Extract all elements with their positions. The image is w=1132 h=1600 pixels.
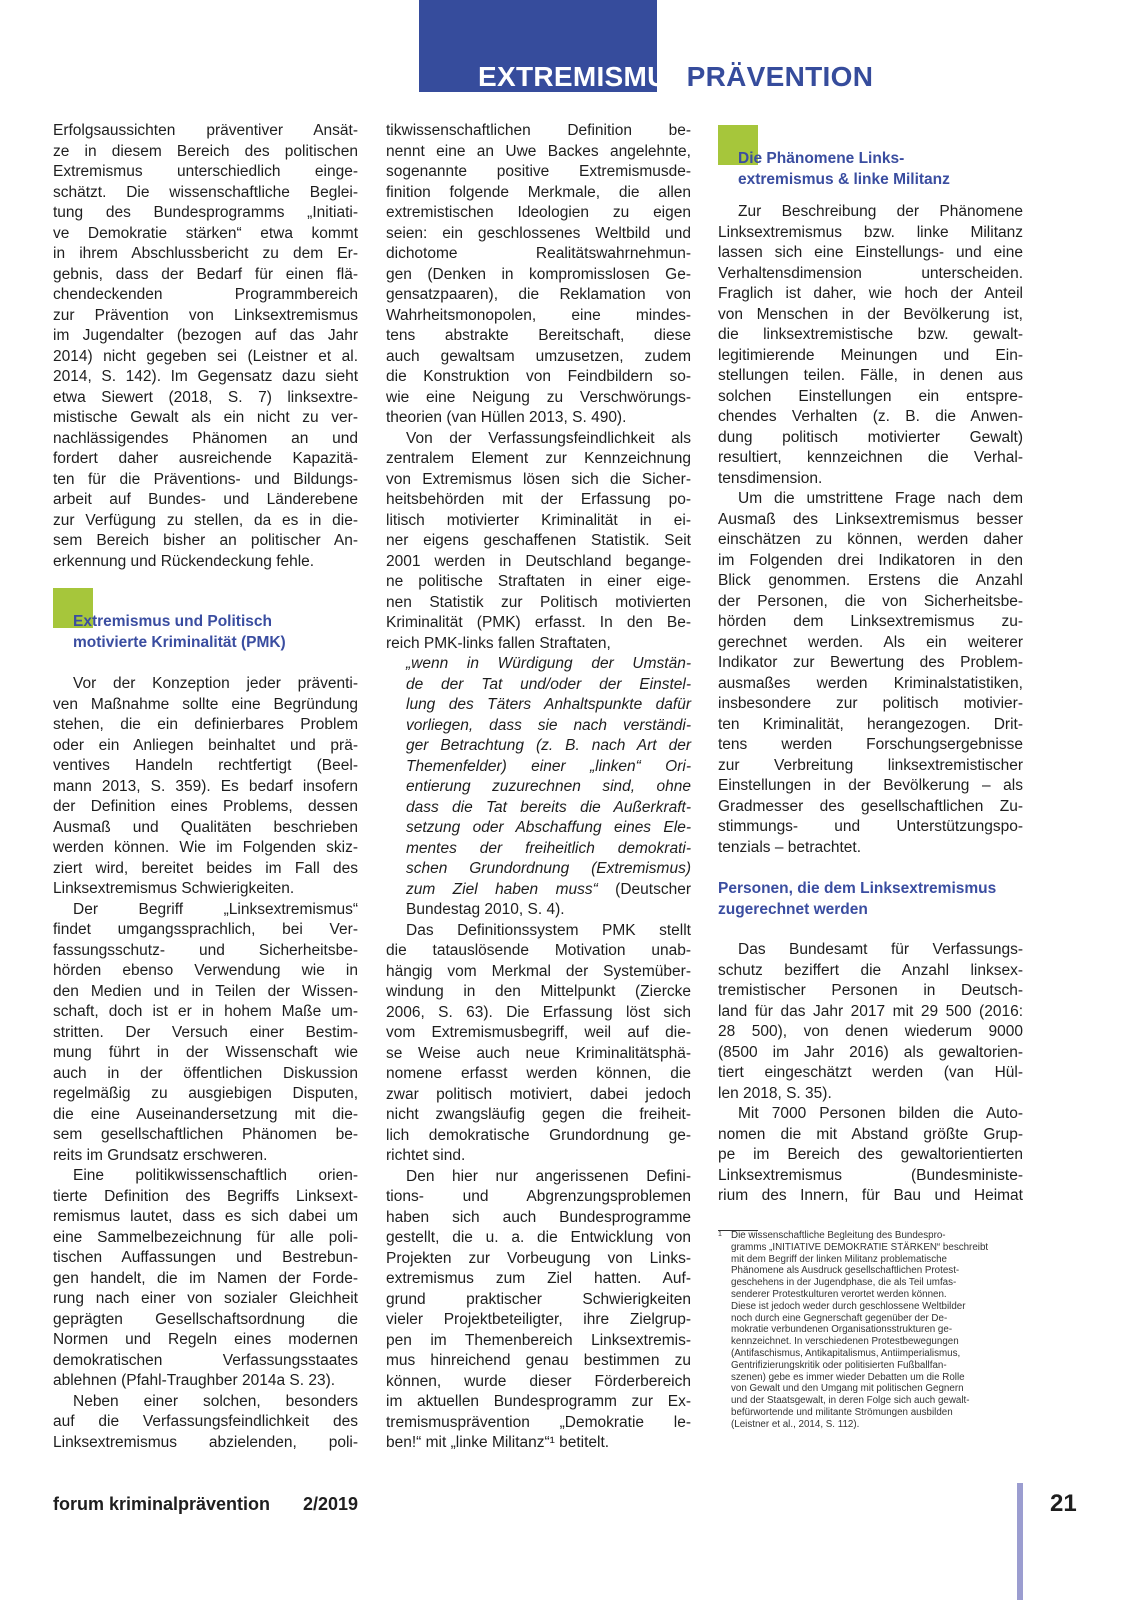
section-heading	[718, 878, 996, 920]
text-line: Einstellungen in der Bevölkerung – als	[718, 777, 1023, 794]
block-quote	[386, 654, 691, 921]
text-line: pe im Bereich des gewaltorientierten	[718, 1146, 1023, 1163]
footnote-line: mokratie verbundenen Organisationsstrukturen ge-	[731, 1324, 953, 1336]
footnote-line: und der Staatsgewalt, in deren Folge sich auch gewalt-	[731, 1395, 970, 1407]
paragraph	[718, 1104, 1023, 1207]
text-line: gensatzpaaren), die Reklamation von	[386, 286, 691, 303]
text-line: Zur Beschreibung der Phänomene	[738, 203, 1023, 220]
text-line: lich demokratische Grundordnung ge-	[386, 1126, 691, 1144]
footnote-line: szenen) gebe es immer wieder Debatten um die Rolle	[731, 1371, 965, 1383]
text-line: ziert wird, bereitet beides im Fall des	[53, 859, 358, 877]
text-line: vieler Projektbeteiligter, ihre Zielgrup-	[386, 1311, 691, 1328]
paragraph	[386, 121, 691, 429]
footnote	[718, 1230, 1024, 1431]
text-line: nomene erfasst werden können, die	[386, 1065, 691, 1082]
text-line: Gradmesser des gesellschaftlichen Zu-	[718, 797, 1023, 815]
text-line: Um die umstrittene Frage nach dem	[738, 490, 1023, 507]
text-line: werden können. Wie im Folgenden skiz-	[53, 839, 358, 856]
text-line: Linksextremismus Schwierigkeiten.	[53, 880, 295, 897]
text-line: der Definition eines Problems, dessen	[53, 798, 358, 815]
text-line: insbesondere zur politisch motivier-	[718, 695, 1023, 712]
text-line: oder ein Anliegen beinhaltet und prä-	[53, 736, 358, 754]
text-line: schaft, doch ist er in hohem Maße um-	[53, 1003, 358, 1020]
footer-bar	[1017, 1483, 1023, 1600]
text-line: Blick genommen. Erstens die Anzahl	[718, 572, 1023, 589]
paragraph	[386, 921, 691, 1167]
text-line: vom Extremismusbegriff, weil auf die-	[386, 1024, 691, 1041]
section-title-part2: PRÄVENTION	[686, 61, 874, 92]
text-segment: (Deutscher	[597, 880, 691, 898]
text-line: die eine Auseinandersetzung mit die-	[53, 1105, 358, 1123]
text-line: ten Kriminalität, herangezogen. Drit-	[718, 715, 1023, 733]
text-line: „wenn in Würdigung der Umstän-	[406, 655, 691, 672]
text-line: zur Verfügung zu stellen, da es in die-	[53, 511, 358, 529]
text-line: dass die Tat bereits die Außerkraft-	[406, 798, 691, 816]
footnote-line: befürwortende und militante Strömungen ausbilden	[731, 1406, 953, 1418]
text-line: hörden dem Linksextremismus zu-	[718, 613, 1023, 630]
footnote-line: (Antifaschismus, Antikapitalismus, Antiimperialismus,	[731, 1347, 961, 1359]
text-line: nicht zwangsläufig gegen die freiheit-	[386, 1106, 691, 1123]
text-line: tens werden Forschungsergebnisse	[718, 736, 1023, 753]
text-line: mung führt in der Wissenschaft wie	[53, 1044, 358, 1061]
text-line: reits im Grundsatz erschweren.	[53, 1146, 268, 1164]
text-line: se Weise auch neue Kriminalitätsphä-	[386, 1044, 691, 1062]
footnote-line: kennzeichnet. In verschiedenen Protestbewegungen	[731, 1336, 959, 1348]
text-line: Projekten zur Vorbeugung von Links-	[386, 1249, 691, 1267]
text-line: heitsbehörden mit der Erfassung po-	[386, 491, 691, 508]
text-line: Den hier nur angerissenen Defini-	[406, 1167, 691, 1185]
text-line: lung des Täters Anhaltspunkte dafür	[406, 696, 691, 713]
text-line: richtet sind.	[386, 1147, 466, 1164]
page-number: 21	[1050, 1490, 1077, 1517]
text-line: Der Begriff „Linksextremismus“	[73, 900, 358, 918]
text-line: reich PMK-links fallen Straftaten,	[386, 634, 611, 652]
text-line: einschätzen zu können, werden daher	[718, 531, 1023, 548]
text-line: sem gesellschaftlichen Phänomen be-	[53, 1126, 358, 1143]
heading-line: Extremismus und Politisch	[73, 613, 272, 630]
text-line: in ihrem Abschlussbericht zu dem Er-	[53, 245, 358, 262]
text-line: ablehnen (Pfahl-Traughber 2014a S. 23).	[53, 1372, 336, 1389]
section-title	[478, 61, 873, 93]
text-line: 28 500), von denen wiederum 9000	[718, 1023, 1023, 1040]
text-line: Linksextremismus (Bundesministe-	[718, 1166, 1023, 1184]
text-line: tensdimension.	[718, 469, 823, 487]
text-line: ten für die Präventions- und Bildungs-	[53, 470, 358, 488]
text-line: Indikator zur Bewertung des Problem-	[718, 654, 1023, 671]
text-line: resultiert, kennzeichnen die Verhal-	[718, 449, 1023, 466]
text-line: zwar politisch motiviert, dabei jedoch	[386, 1085, 691, 1103]
publication-name: forum kriminalprävention	[53, 1494, 271, 1514]
text-segment: zum Ziel haben muss“	[406, 880, 598, 898]
paragraph	[53, 1392, 358, 1454]
text-line: rium des Innern, für Bau und Heimat	[718, 1187, 1023, 1204]
text-line: legitimierende Meinungen und Ein-	[718, 346, 1023, 364]
footnote-line: Phänomene als Ausdruck gesellschaftlichen Protest-	[731, 1265, 960, 1277]
text-line: Das Bundesamt für Verfassungs-	[738, 941, 1023, 958]
text-line: extremismus zum Ziel hatten. Auf-	[386, 1270, 691, 1287]
text-line: nomen die mit Abstand größte Grup-	[718, 1125, 1023, 1143]
footnote-line: Diese ist jedoch weder durch geschlossene Weltbilder	[731, 1300, 966, 1312]
text-line: de der Tat und/oder der Einstel-	[406, 675, 691, 693]
text-line: Ausmaß des Linksextremismus besser	[718, 510, 1023, 528]
text-line: seien: ein geschlossenes Weltbild und	[386, 224, 691, 242]
text-line: ze in diesem Bereich des politischen	[53, 142, 358, 160]
text-line: Von der Verfassungsfeindlichkeit als	[406, 429, 691, 447]
text-line: Das Definitionssystem PMK stellt	[406, 921, 691, 939]
text-line: etwa Siewert (2018, S. 7) linksextre-	[53, 388, 358, 406]
text-line: 2006, S. 63). Die Erfassung löst sich	[386, 1003, 691, 1021]
footnote-line: von Gewalt und den Umgang mit politischen Gegnern	[731, 1383, 964, 1395]
heading-line: zugerechnet werden	[718, 901, 868, 918]
heading-line: motivierte Kriminalität (PMK)	[73, 634, 286, 651]
text-line: solchen Einstellungen ein entspre-	[718, 387, 1023, 405]
text-line: den Medien und in Teilen der Wissen-	[53, 982, 358, 1000]
text-line: zentralem Element zur Kennzeichnung	[386, 450, 691, 467]
text-line: schen Grundordnung (Extremismus)	[406, 860, 691, 877]
text-line: 2014, S. 142). Im Gegensatz dazu sieht	[53, 368, 358, 385]
text-line: tiert eingeschätzt werden (van Hül-	[718, 1064, 1023, 1081]
issue-number: 2/2019	[303, 1494, 359, 1514]
text-line: schätzt. Die wissenschaftliche Beglei-	[53, 183, 358, 201]
text-line: gestellt, die u. a. die Entwicklung von	[386, 1229, 691, 1246]
text-line	[406, 900, 691, 921]
text-line: Kriminalität (PMK) erfasst. In den Be-	[386, 614, 691, 631]
text-line: Themenfelder) einer „linken“ Ori-	[406, 757, 691, 775]
text-line: schutz beziffert die Anzahl linksex-	[718, 961, 1023, 979]
text-line: tung des Bundesprogramms „Initiati-	[53, 204, 358, 221]
text-line: hängig vom Merkmal der Systemüber-	[386, 962, 691, 980]
footnote-line: geschehens in der Jugendphase, die als Teil umfas-	[731, 1277, 957, 1289]
text-line: ve Demokratie stärken“ etwa kommt	[53, 224, 358, 242]
text-line: dung politisch motivierter Gewalt)	[718, 428, 1023, 446]
text-line: gebnis, dass der Bedarf für einen flä-	[53, 265, 358, 283]
text-line: litisch motivierter Kriminalität in ei-	[386, 511, 691, 529]
text-line: finition folgende Merkmale, die allen	[386, 183, 691, 201]
text-line: nen Statistik zur Politisch motivierten	[386, 593, 691, 611]
text-line: auch in der öffentlichen Diskussion	[53, 1064, 358, 1082]
paragraph	[53, 674, 358, 900]
text-line: ven Maßnahme sollte eine Begründung	[53, 695, 358, 713]
paragraph	[386, 1167, 691, 1454]
footnote-line: Gentrifizierungskritik oder politisierten Fußballfan-	[731, 1359, 947, 1371]
text-line: im Folgenden drei Indikatoren in den	[718, 551, 1023, 569]
footnote-line: noch durch eine Gegnerschaft gegenüber der De-	[731, 1312, 948, 1324]
paragraph	[718, 940, 1023, 1104]
text-line: im Jugendalter (bezogen auf das Jahr	[53, 327, 358, 344]
text-line: von Menschen in der Bevölkerung ist,	[718, 305, 1023, 323]
text-line: Erfolgsaussichten präventiver Ansät-	[53, 122, 358, 139]
text-line: zur Prävention von Linksextremismus	[53, 306, 358, 324]
text-line: Linksextremismus abzielenden, poli-	[53, 1433, 358, 1451]
text-line: können, wurde dieser Förderbereich	[386, 1372, 691, 1390]
text-line: wie eine Neigung zu Verschwörungs-	[386, 388, 691, 406]
text-line: stimmungs- und Unterstützungspo-	[718, 818, 1023, 835]
text-line: tremistischer Personen in Deutsch-	[718, 982, 1023, 999]
text-line: remismus lautet, dass es sich dabei um	[53, 1208, 358, 1225]
text-line: erkennung und Rückendeckung fehle.	[53, 552, 315, 570]
text-line: chendeckenden Programmbereich	[53, 286, 358, 303]
text-line: windung in den Mittelpunkt (Ziercke	[386, 983, 691, 1000]
text-line: Eine politikwissenschaftlich orien-	[73, 1167, 358, 1184]
text-line: mentes der freiheitlich demokrati-	[406, 839, 691, 857]
heading-line: extremismus & linke Militanz	[738, 171, 950, 188]
text-line: Normen und Regeln eines modernen	[53, 1331, 358, 1348]
text-line: die tatauslösende Motivation unab-	[386, 942, 691, 959]
text-line: mistische Gewalt als ein nicht zu ver-	[53, 409, 358, 426]
paragraph	[53, 121, 358, 572]
text-line: nennt eine an Uwe Backes angelehnte,	[386, 142, 691, 160]
text-line: tenzials – betrachtet.	[718, 838, 862, 856]
paragraph	[53, 1166, 358, 1392]
text-line: eine Sammelbezeichnung für alle poli-	[53, 1228, 358, 1246]
text-line: geprägten Gesellschaftsordnung die	[53, 1310, 358, 1328]
text-line: ne politische Straftaten in einer eige-	[386, 573, 691, 590]
section-heading	[73, 611, 286, 653]
heading-line: Personen, die dem Linksextremismus	[718, 880, 997, 897]
text-line: extremistischen Ideologien zu eigen	[386, 204, 691, 221]
text-line: arbeit auf Bundes- und Länderebene	[53, 491, 358, 508]
text-line: dichotome Realitätswahrnehmun-	[386, 245, 691, 262]
text-line: tikwissenschaftlichen Definition be-	[386, 122, 691, 139]
text-line: tierte Definition des Begriffs Linksext-	[53, 1187, 358, 1205]
text-line: tions- und Abgrenzungsproblemen	[386, 1188, 691, 1205]
text-line: nachlässigendes Phänomen an und	[53, 429, 358, 447]
text-line: theorien (van Hüllen 2013, S. 490).	[386, 409, 627, 426]
text-line: Extremismus unterschiedlich einge-	[53, 163, 358, 180]
text-line: tischen Auffassungen und Bestrebun-	[53, 1249, 358, 1266]
text-line: rung nach einer von sozialer Gleichheit	[53, 1290, 358, 1307]
section-title-part1: EXTREMISMUS	[478, 61, 687, 92]
paragraph	[53, 900, 358, 1167]
text-line: die Konstruktion von Feindbildern so-	[386, 368, 691, 385]
text-line: Verhaltensdimension unterscheiden.	[718, 264, 1023, 282]
text-line: im aktuellen Bundesprogramm zur Ex-	[386, 1393, 691, 1410]
footnote-line: senderer Protestkulturen verortet werden können.	[731, 1288, 947, 1300]
text-line: hörden ebenso Verwendung wie in	[53, 962, 358, 979]
text-line: entierung zuzurechnen sind, ohne	[406, 778, 691, 795]
text-line: die linksextremistische bzw. gewalt-	[718, 326, 1023, 343]
text-line: Linksextremismus bzw. linke Militanz	[718, 223, 1023, 241]
footnote-number: 1	[718, 1231, 722, 1238]
text-line: grund praktischer Schwierigkeiten	[386, 1290, 691, 1308]
text-line: pen im Themenbereich Linksextremis-	[386, 1331, 691, 1349]
text-line: ger Betrachtung (z. B. nach Art der	[406, 737, 691, 754]
text-line: zur Verbreitung linksextremistischer	[718, 756, 1023, 774]
text-line: auf die Verfassungsfeindlichkeit des	[53, 1413, 358, 1430]
text-line: gen handelt, die im Namen der Forde-	[53, 1269, 358, 1287]
text-line: gerechnet werden. Als ein weiterer	[718, 633, 1023, 651]
heading-line: Die Phänomene Links-	[738, 150, 905, 167]
text-line: Vor der Konzeption jeder präventi-	[73, 675, 358, 692]
text-line: tremismusprävention „Demokratie le-	[386, 1413, 691, 1431]
text-line: regelmäßig zu ausgiebigen Disputen,	[53, 1085, 358, 1102]
text-line: fordert daher ausreichende Kapazitä-	[53, 450, 358, 467]
section-heading	[738, 148, 950, 190]
text-line: stehen, die ein definierbares Problem	[53, 716, 358, 733]
text-line: ben!“ mit „linke Militanz“¹ betitelt.	[386, 1434, 610, 1451]
text-line: vorliegen, dass sie nach verständi-	[406, 716, 691, 734]
text-line: ausmaßes werden Kriminalstatistiken,	[718, 674, 1023, 692]
text-line: haben sich auch Bundesprogramme	[386, 1208, 691, 1226]
text-line: 2014) nicht gegeben sei (Leistner et al.	[53, 347, 358, 365]
text-line: ner eigens geschaffenen Statistik. Seit	[386, 532, 691, 549]
text-line: stellungen teilen. Fälle, in denen aus	[718, 367, 1023, 384]
paragraph	[718, 489, 1023, 858]
text-line: chendes Verhalten (z. B. die Anwen-	[718, 408, 1023, 425]
paragraph	[718, 202, 1023, 489]
text-line: demokratischen Verfassungsstaates	[53, 1351, 358, 1369]
text-line: sogenannte positive Extremismusde-	[386, 163, 691, 180]
text-line: lassen sich eine Einstellungs- und eine	[718, 244, 1023, 261]
text-line: fassungsschutz- und Sicherheitsbe-	[53, 941, 358, 959]
text-line: auch gewaltsam umzusetzen, zudem	[386, 347, 691, 365]
text-line: Fraglich ist daher, wie hoch der Anteil	[718, 285, 1023, 302]
text-line: gen (Denken in kompromisslosen Ge-	[386, 265, 691, 283]
text-line: sem Bereich bisher an politischer An-	[53, 532, 358, 549]
text-line: Ausmaß und Qualitäten beschrieben	[53, 818, 358, 836]
text-line: setzung oder Abschaffung eines Ele-	[406, 819, 691, 836]
text-line: land für das Jahr 2017 mit 29 500 (2016:	[718, 1002, 1023, 1020]
text-line: (8500 im Jahr 2016) als gewaltorien-	[718, 1043, 1023, 1061]
text-line: len 2018, S. 35).	[718, 1084, 832, 1102]
text-line: Neben einer solchen, besonders	[73, 1392, 358, 1410]
text-line: findet umgangssprachlich, bei Ver-	[53, 921, 358, 938]
footnote-line: (Leistner et al., 2014, S. 112).	[731, 1418, 860, 1430]
footnote-line: gramms „INITIATIVE DEMOKRATIE STÄRKEN“ beschreibt	[731, 1241, 989, 1253]
text-line	[406, 880, 691, 901]
text-line: tens abstrakte Bereitschaft, diese	[386, 327, 691, 344]
text-line: der Personen, die von Sicherheitsbe-	[718, 592, 1023, 610]
text-segment: Bundestag 2010, S. 4).	[406, 901, 565, 918]
footnote-line: mit dem Begriff der linken Militanz problematische	[731, 1253, 947, 1265]
text-line: mus hinreichend genau bestimmen zu	[386, 1352, 691, 1369]
text-line: ventives Handeln rechtfertigt (Beel-	[53, 757, 358, 774]
text-line: von Extremismus lösen sich die Sicher-	[386, 470, 691, 488]
text-line: Mit 7000 Personen bilden die Auto-	[738, 1105, 1023, 1122]
text-line: stritten. Der Versuch einer Bestim-	[53, 1023, 358, 1041]
paragraph	[386, 429, 691, 655]
text-line: mann 2013, S. 359). Es bedarf insofern	[53, 777, 358, 795]
footnote-line: Die wissenschaftliche Begleitung des Bundespro-	[731, 1230, 946, 1241]
text-line: 2001 werden in Deutschland begange-	[386, 552, 691, 570]
text-line: Wahrheitsmonopolen, eine mindes-	[386, 306, 691, 324]
